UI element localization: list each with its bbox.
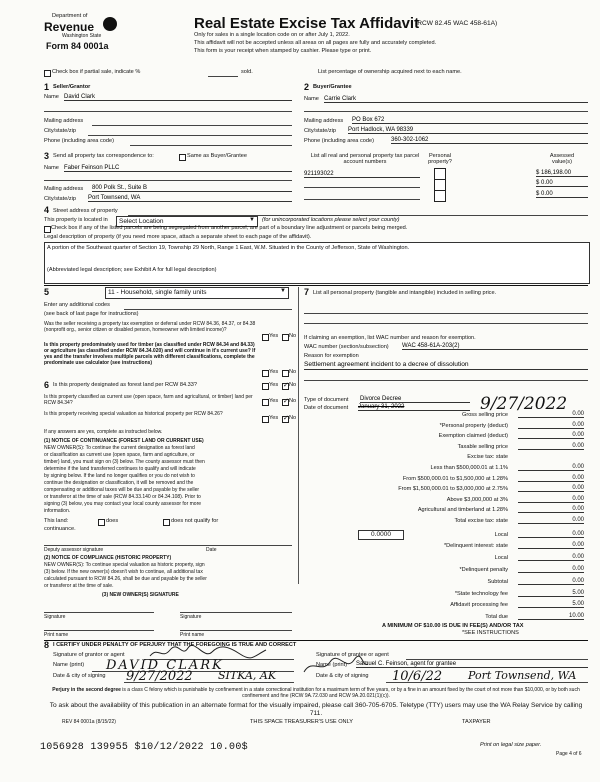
parcel-number-3[interactable] — [304, 199, 420, 200]
fee-value[interactable]: 0.00 — [518, 464, 584, 471]
yes-label: Yes — [269, 333, 279, 339]
buyer-city-label: City/state/zip — [304, 128, 337, 134]
reason-field[interactable]: Settlement agreement incident to a decree of dissolution — [304, 362, 588, 370]
grantee-name-label: Name (print) — [316, 662, 348, 668]
divider-2 — [44, 640, 588, 641]
personal-property-field-1[interactable] — [304, 313, 588, 314]
fee-label: Total excise tax: state — [454, 518, 508, 524]
legal-description-text-1: A portion of the Southeast quarter of Section 19, Township 29 North, Range 1 East, W.M. Situated in the County of Jefferson, State of Washington. — [47, 245, 410, 251]
fee-label: Gross selling price — [461, 412, 508, 418]
owner-signature-label-1: Signature — [44, 614, 66, 620]
fee-row — [306, 484, 588, 495]
fee-label: Agricultural and timberland at 1.28% — [417, 507, 508, 514]
if-yes-note: If any answers are yes, complete as instructed below. — [44, 429, 163, 435]
unincorporated-note: (for unincorporated locations please select your county) — [262, 217, 400, 223]
fee-value[interactable]: 0.00 — [518, 443, 584, 450]
section-5-number: 5 — [44, 287, 50, 297]
delinquent-interest-row — [306, 541, 588, 552]
delinquent-penalty-label: *Delinquent penalty — [459, 567, 508, 573]
personal-property-label: List all personal property (tangible and intangible) included in selling price. — [313, 290, 497, 296]
buyer-phone-label: Phone (including area code) — [304, 138, 374, 144]
form-number: Form 84 0001a — [46, 41, 109, 51]
personal-property-header: Personal property? — [428, 153, 452, 166]
total-due-value[interactable]: 10.00 — [518, 613, 584, 620]
fee-label: Excise tax: state — [467, 454, 508, 461]
current-use-question: Is this property classified as current use (open space, farm and agricultural, or timber) land per RCW 84.34? — [44, 394, 253, 406]
seller-city-field[interactable] — [88, 135, 292, 136]
continuance-label: continuance. — [44, 526, 76, 532]
checkmark-icon: ✓ — [283, 415, 289, 422]
buyer-name-line-2 — [304, 111, 588, 112]
form-title: Real Estate Excise Tax Affidavit — [194, 15, 420, 32]
section-8-number: 8 — [44, 640, 50, 650]
treasurer-use-label: THIS SPACE TREASURER'S USE ONLY — [250, 719, 354, 725]
additional-codes-label: Enter any additional codes — [44, 302, 110, 308]
timber-yes-checkbox[interactable] — [262, 370, 269, 377]
grantor-date-label: Date & city of signing — [53, 673, 106, 679]
doc-date-label: Date of document — [304, 405, 349, 411]
grantor-date-value: 9/27/2022 — [126, 669, 193, 684]
notice-continuance-text-3: timber) land, you must sign on (3) below. The county assessor must then — [44, 459, 205, 465]
header-note-3: This form is your receipt when stamped by cashier. Please type or print. — [194, 48, 372, 54]
seller-name-label: Name — [44, 94, 59, 100]
partial-sale-checkbox[interactable] — [44, 70, 51, 77]
divider-1 — [44, 285, 588, 286]
exemption-instruction: If claiming an exemption, list WAC number and reason for exemption. — [304, 335, 476, 341]
fee-value[interactable]: 0.00 — [518, 411, 584, 418]
historic-question: Is this property receiving special valuation as historical property per RCW 84.26? — [44, 411, 223, 417]
owner-print-name-label-1: Print name — [44, 632, 69, 638]
seller-name-field[interactable]: David Clark — [64, 94, 292, 101]
delinquent-penalty-row — [306, 565, 588, 576]
notice-continuance-text-9: signing (3) below, you may contact your local county assessor for more — [44, 501, 202, 507]
delinquent-interest-value[interactable]: 0.00 — [518, 542, 584, 549]
current-use-yes-checkbox[interactable] — [262, 399, 269, 406]
subtotal-row — [306, 577, 588, 588]
parcel-column-header: List all real and personal property tax parcel account numbers — [310, 153, 420, 166]
owner-signature-field-2[interactable] — [180, 612, 292, 613]
partial-percent-field[interactable] — [208, 76, 238, 77]
form-statute: (RCW 82.45 WAC 458-61A) — [415, 20, 498, 27]
tech-fee-label: *State technology fee — [454, 591, 508, 597]
fee-label: Taxable selling price — [457, 443, 508, 450]
partial-sale-label: Check box if partial sale, indicate % — [52, 69, 141, 75]
local-tax-row — [306, 530, 588, 541]
notice-continuance-text-2: or classification as current use (open space, farm and agriculture, or — [44, 452, 195, 458]
forest-no-checkbox[interactable] — [282, 383, 289, 390]
tech-fee-value[interactable]: 5.00 — [518, 590, 584, 597]
street-address-label: Street address of property — [53, 208, 118, 214]
fee-label: *Personal property (deduct) — [439, 422, 508, 429]
agency-line1: Department of — [52, 13, 88, 19]
does-label: does — [106, 518, 119, 524]
local-tax-label: Local — [494, 532, 508, 538]
chevron-down-icon: ▼ — [280, 288, 286, 294]
buyer-title: Buyer/Grantee — [313, 84, 352, 90]
fee-row — [306, 431, 588, 442]
same-as-buyer-checkbox[interactable] — [179, 154, 186, 161]
deputy-signature-field[interactable] — [44, 545, 292, 546]
fee-label: Above $3,000,000 at 3% — [446, 496, 508, 503]
personal-property-checkbox-3[interactable] — [434, 190, 446, 202]
land-use-select-value: 11 - Household, single family units — [108, 289, 207, 296]
fee-row — [306, 495, 588, 506]
grantee-date-value: 10/6/22 — [392, 669, 443, 684]
new-owner-signature-title: (3) NEW OWNER(S) SIGNATURE — [102, 592, 179, 598]
segregated-checkbox[interactable] — [44, 226, 51, 233]
grantee-date-label: Date & city of signing — [316, 673, 369, 679]
land-use-select[interactable] — [105, 287, 289, 299]
delinquent-penalty-value[interactable]: 0.00 — [518, 566, 584, 573]
buyer-mailing-label: Mailing address — [304, 118, 344, 124]
segregated-note: Check box if any of the listed parcels are being segregated from another parcel, are part of a boundary line adjustment or parcels being merged. — [51, 225, 408, 231]
perjury-text: is a class C felony which is punishable by confinement in a state correctional institution for a maximum term of five years, or by a fine in an amount fixed by the court of not more than $10,000, or by both such confinement and fine (RCW 9A.72.030 and RCW 9A.20.021(1)(c)). — [122, 687, 580, 699]
list-percentage-note: List percentage of ownership acquired next to each name. — [318, 69, 462, 75]
delinquent-interest-local-row — [306, 553, 588, 564]
fee-row — [306, 463, 588, 474]
section-3-number: 3 — [44, 151, 50, 161]
grantee-city-value: Port Townsend, WA — [468, 669, 577, 682]
yes-label: Yes — [269, 398, 279, 404]
seller-phone-label: Phone (including area code) — [44, 138, 114, 144]
parcel-number-2[interactable] — [304, 187, 420, 188]
seller-city-label: City/state/zip — [44, 128, 77, 134]
owner-print-name-field-1[interactable] — [44, 630, 154, 631]
no-label: No — [289, 382, 297, 388]
legal-description-field[interactable] — [44, 242, 590, 284]
notice-compliance-text-4: or transferor at the time of sale. — [44, 583, 114, 589]
grantor-name-label: Name (print) — [53, 662, 85, 668]
grantor-name-value: DAVID CLARK — [106, 658, 224, 673]
affidavit-fee-row — [306, 600, 588, 611]
see-back-note: (see back of last page for instructions) — [44, 311, 139, 317]
revision-number: REV 84 0001a (8/15/22) — [62, 719, 116, 725]
checkmark-icon: ✓ — [283, 382, 289, 389]
agency-name: Revenue — [44, 20, 95, 34]
fee-value[interactable]: 0.00 — [518, 517, 584, 524]
forest-yes-checkbox[interactable] — [262, 383, 269, 390]
fee-row — [306, 452, 588, 463]
buyer-phone-field[interactable]: 360-302-1062 — [391, 137, 588, 144]
owner-signature-field-1[interactable] — [44, 612, 154, 613]
fee-label: From $500,000.01 to $1,500,000 at 1.28% — [402, 475, 508, 482]
no-label: No — [289, 398, 297, 404]
perjury-bold: Perjury in the second degree — [52, 687, 121, 693]
fee-label: Less than $500,000.01 at 1.1% — [430, 465, 508, 471]
seller-title: Seller/Grantor — [53, 84, 91, 90]
section-4-number: 4 — [44, 205, 50, 215]
checkmark-icon: ✓ — [283, 398, 289, 405]
correspondence-name-label: Name — [44, 165, 59, 171]
total-due-label: Total due — [485, 614, 508, 620]
correspondence-mailing-label: Mailing address — [44, 186, 84, 192]
fee-value[interactable]: 0.00 — [518, 432, 584, 439]
notice-compliance-text-2: (3) below. If the new owner(s) doesn't wish to continue, all additional tax — [44, 569, 203, 575]
same-as-buyer-label: Same as Buyer/Grantee — [187, 153, 248, 159]
notice-continuance-text-10: information. — [44, 508, 71, 514]
delinquent-interest-local-value[interactable]: 0.00 — [518, 554, 584, 561]
no-label: No — [289, 369, 297, 375]
fee-value[interactable]: 0.00 — [518, 485, 584, 492]
affidavit-fee-value[interactable]: 5.00 — [518, 601, 584, 608]
fee-row — [306, 442, 588, 453]
reason-label: Reason for exemption — [304, 353, 359, 359]
total-due-row — [306, 612, 588, 623]
owner-signature-label-2: Signature — [180, 614, 202, 620]
assessed-value-header: Assessed value(s) — [549, 153, 575, 166]
grantee-signature-label: Signature of grantee or agent — [316, 652, 389, 658]
assessed-value-2[interactable]: $ 0.00 — [536, 180, 588, 187]
does-qualify-checkbox[interactable] — [98, 519, 105, 526]
historic-no-checkbox[interactable] — [282, 416, 289, 423]
historic-yes-checkbox[interactable] — [262, 416, 269, 423]
parcel-number-1[interactable]: 921193022 — [304, 171, 420, 178]
chevron-down-icon: ▼ — [249, 217, 255, 223]
assessed-value-1[interactable]: $ 186,198.00 — [536, 170, 588, 177]
wac-field[interactable]: WAC 458-61A-203(2) — [402, 343, 588, 350]
fee-label: Exemption claimed (deduct) — [438, 433, 508, 440]
deputy-date-label: Date — [206, 547, 217, 553]
personal-property-field-2[interactable] — [304, 323, 588, 324]
section-2-number: 2 — [304, 82, 310, 92]
subtotal-value[interactable]: 0.00 — [518, 578, 584, 585]
perjury-notice — [44, 687, 588, 699]
delinquent-interest-label: *Delinquent interest: state — [443, 543, 508, 549]
owner-print-name-field-2[interactable] — [180, 630, 292, 631]
section-7-number: 7 — [304, 287, 310, 297]
revenue-logo-icon — [103, 17, 117, 31]
taxpayer-label: TAXPAYER — [462, 719, 491, 725]
does-not-qualify-checkbox[interactable] — [163, 519, 170, 526]
section-6-number: 6 — [44, 380, 50, 390]
correspondence-label: Send all property tax correspondence to: — [53, 153, 154, 159]
yes-label: Yes — [269, 369, 279, 375]
fee-row — [306, 474, 588, 485]
fee-row — [306, 410, 588, 421]
grantee-name-field[interactable]: Samuel C. Feinson, agent for grantee — [356, 661, 588, 668]
notice-compliance-text-1: NEW OWNER(S): To continue special valuation as historic property, sign — [44, 562, 205, 568]
fee-row — [306, 421, 588, 432]
grantor-signature-label: Signature of grantor or agent — [53, 652, 125, 658]
notice-continuance-text-1: NEW OWNER(S): To continue the current designation as forest land — [44, 445, 195, 451]
notice-compliance-text-3: calculated pursuant to RCW 84.26, shall be due and payable by the seller — [44, 576, 207, 582]
fee-value[interactable]: 0.00 — [518, 422, 584, 429]
notice-continuance-text-5: by signing below. If the land no longer qualifies or you do not wish to — [44, 473, 195, 479]
correspondence-city-field[interactable]: Port Townsend, WA — [88, 195, 292, 202]
header-note-2: This affidavit will not be accepted unless all areas on all pages are fully and accurately completed. — [194, 40, 437, 46]
local-rate-field[interactable]: 0.0000 — [358, 530, 404, 540]
assessed-value-3[interactable]: $ 0.00 — [536, 191, 588, 198]
doc-date-field[interactable]: January 31, 2022 — [358, 404, 470, 411]
seller-phone-field[interactable] — [130, 145, 292, 146]
seller-name-line-2 — [44, 111, 292, 112]
located-in-label: This property is located in — [44, 217, 108, 223]
minimum-fee-note: A MINIMUM OF $10.00 IS DUE IN FEE(S) AND/OR TAX — [382, 623, 524, 629]
certify-statement: I CERTIFY UNDER PENALTY OF PERJURY THAT THE FOREGOING IS TRUE AND CORRECT — [53, 642, 297, 648]
delinquent-interest-local-label: Local — [494, 555, 508, 561]
timber-no-checkbox[interactable] — [282, 370, 289, 377]
additional-codes-field[interactable] — [124, 309, 292, 310]
fee-row — [306, 516, 588, 527]
availability-note: To ask about the availability of this publication in an alternate format for the visually impaired, please call 360-705-6705. Teletype (TTY) users may use the WA Relay Service by calling 711. — [49, 702, 583, 717]
section-1-number: 1 — [44, 82, 50, 92]
correspondence-city-label: City/state/zip — [44, 196, 77, 202]
cashier-stamp: 1056928 139955 $10/12/2022 10.00$ — [40, 742, 248, 753]
seller-mailing-label: Mailing address — [44, 118, 84, 124]
buyer-name-label: Name — [304, 96, 319, 102]
doc-type-label: Type of document — [304, 397, 349, 403]
legal-description-label: Legal description of property (if you need more space, attach a separate sheet to each page of the affidavit). — [44, 234, 312, 240]
tech-fee-row — [306, 589, 588, 600]
sold-label: sold. — [241, 69, 253, 75]
notice-continuance-text-7: compensating or additional taxes will be due and payable by the seller — [44, 487, 200, 493]
fee-label: From $1,500,000.01 to $3,000,000 at 2.75% — [398, 486, 508, 493]
notice-continuance-title: (1) NOTICE OF CONTINUANCE (FOREST LAND OR CURRENT USE) — [44, 438, 204, 444]
owner-print-name-label-2: Print name — [180, 632, 205, 638]
seller-mailing-field[interactable] — [92, 125, 292, 126]
subtotal-label: Subtotal — [487, 579, 508, 585]
grantee-signature-field[interactable] — [406, 659, 588, 660]
fee-value[interactable]: 0.00 — [518, 496, 584, 503]
notice-continuance-text-8: or transferor at the time of sale (RCW 84.33.140 or 84.34.108). Prior to — [44, 494, 201, 500]
exemption-yes-checkbox[interactable] — [262, 334, 269, 341]
handwritten-doc-date: 9/27/2022 — [480, 394, 568, 414]
header-note-1: Only for sales in a single location code on or after July 1, 2022. — [194, 32, 350, 38]
notice-continuance-text-4: determine if the land transferred continues to qualify and will indicate — [44, 466, 196, 472]
correspondence-name-field[interactable]: Faber Feinson PLLC — [64, 165, 292, 172]
fee-row — [306, 505, 588, 516]
grantor-city-value: SITKA, AK — [218, 669, 277, 682]
buyer-city-field[interactable]: Port Hadlock, WA 98339 — [348, 127, 588, 134]
affidavit-fee-label: Affidavit processing fee — [450, 602, 508, 608]
legal-description-text-2: (Abbreviated legal description; see Exhibit A for full legal description) — [47, 267, 217, 273]
local-tax-value[interactable]: 0.00 — [518, 531, 584, 538]
correspondence-mailing-field[interactable]: 800 Polk St., Suite B — [92, 185, 292, 192]
see-instructions-note: *SEE INSTRUCTIONS — [462, 630, 519, 636]
no-label: No — [289, 333, 297, 339]
exemption-no-checkbox[interactable] — [282, 334, 289, 341]
yes-label: Yes — [269, 415, 279, 421]
location-select-value: Select Location — [119, 218, 164, 225]
exemption-question: Was the seller receiving a property tax exemption or deferral under RCW 84.36, 84.37, or 84.38 (nonprofit org., senior citizen or disabled person, homeowner with limited income)? — [44, 321, 256, 333]
notice-continuance-text-6: continue the designation or classification, it will be removed and the — [44, 480, 194, 486]
does-not-label: does not qualify for — [171, 518, 219, 524]
page-number: Page 4 of 6 — [556, 751, 582, 757]
doc-type-field[interactable]: Divorce Decree — [360, 396, 470, 403]
reason-field-2[interactable] — [304, 380, 588, 381]
timber-question: Is this property predominately used for timber (as classified under RCW 84.34 and 84.33) or agriculture (as classified under RCW 84.34.020) and will continue in it's current use? If yes and the transfer involves multiple parcels with different classifications, complete the predominate use calculator (see instructions) — [44, 342, 256, 366]
column-divider — [298, 287, 299, 584]
wac-label: WAC number (section/subsection) — [304, 344, 389, 350]
current-use-no-checkbox[interactable] — [282, 399, 289, 406]
this-land-label: This land: — [44, 518, 69, 524]
buyer-mailing-field[interactable]: PO Box 672 — [352, 117, 588, 124]
buyer-name-field[interactable]: Carrie Clark — [324, 96, 588, 103]
fee-value[interactable]: 0.00 — [518, 506, 584, 513]
forest-land-question: Is this property designated as forest land per RCW 84.33? — [53, 382, 197, 388]
fee-value[interactable]: 0.00 — [518, 475, 584, 482]
correspondence-name-line-2 — [44, 180, 292, 181]
no-label: No — [289, 415, 297, 421]
yes-label: Yes — [269, 382, 279, 388]
agency-state: Washington State — [62, 33, 102, 39]
deputy-signature-label: Deputy assessor signature — [44, 547, 104, 553]
notice-compliance-title: (2) NOTICE OF COMPLIANCE (HISTORIC PROPERTY) — [44, 555, 172, 561]
legal-paper-note: Print on legal size paper. — [480, 742, 542, 748]
